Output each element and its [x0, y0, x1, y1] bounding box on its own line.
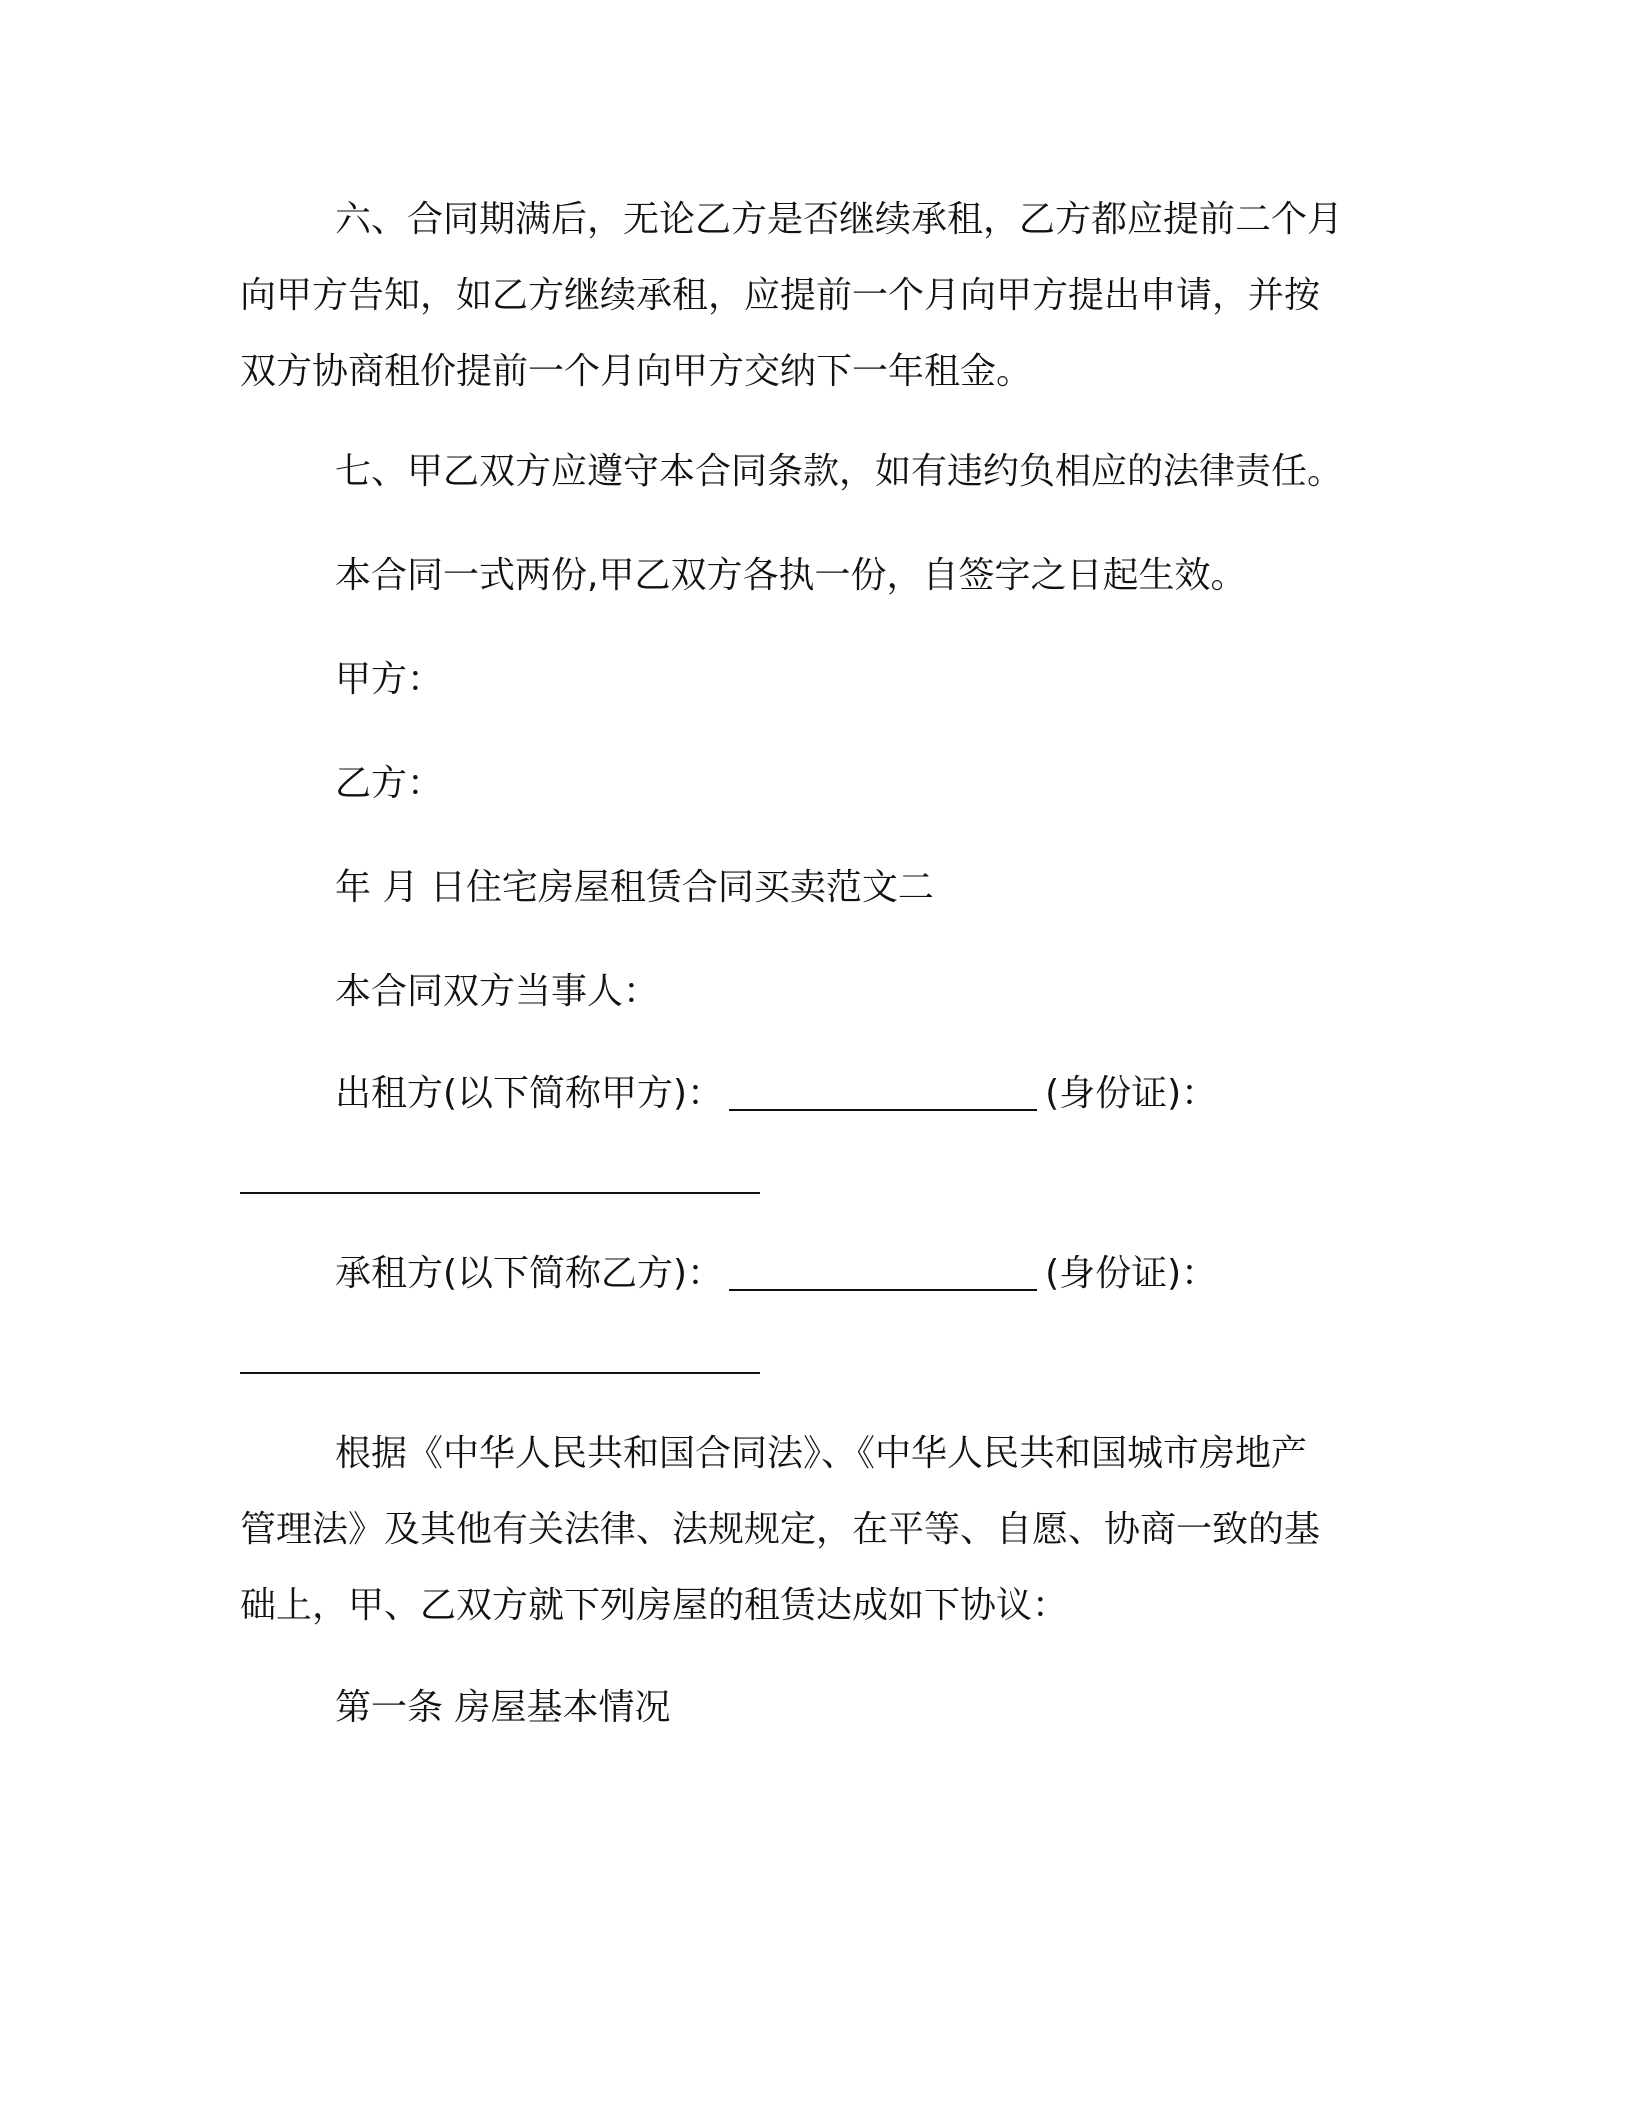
lessor-name-blank [729, 1069, 1037, 1111]
lessee-label: 承租方(以下简称乙方)： [335, 1253, 724, 1294]
parties-intro: 本合同双方当事人： [335, 971, 660, 1012]
party-b-signature-label: 乙方： [335, 763, 444, 804]
lessor-label: 出租方(以下简称甲方)： [335, 1073, 724, 1114]
copies-clause: 本合同一式两份,甲乙双方各执一份，自签字之日起生效。 [335, 555, 1247, 596]
lessee-id-label: (身份证)： [1045, 1253, 1218, 1294]
basis-line-2: 管理法》及其他有关法律、法规规定，在平等、自愿、协商一致的基 [240, 1509, 1321, 1550]
article-1-heading: 第一条 房屋基本情况 [335, 1687, 671, 1728]
party-a-signature-label: 甲方： [335, 659, 444, 700]
lessee-line [335, 1248, 1495, 1300]
clause-7: 七、甲乙双方应遵守本合同条款，如有违约负相应的法律责任。 [335, 451, 1344, 492]
lessor-line [335, 1068, 1495, 1120]
date-and-section-title: 年 月 日住宅房屋租赁合同买卖范文二 [335, 867, 934, 908]
lessor-id-blank [240, 1192, 760, 1194]
basis-line-1: 根据《中华人民共和国合同法》、《中华人民共和国城市房地产 [335, 1433, 1308, 1474]
clause-6-line-2: 向甲方告知，如乙方继续承租，应提前一个月向甲方提出申请，并按 [240, 275, 1321, 316]
lessee-name-blank [729, 1249, 1037, 1291]
lessee-id-blank [240, 1372, 760, 1374]
basis-line-3: 础上，甲、乙双方就下列房屋的租赁达成如下协议： [240, 1585, 1069, 1626]
lessor-id-label: (身份证)： [1045, 1073, 1218, 1114]
clause-6-line-1: 六、合同期满后，无论乙方是否继续承租，乙方都应提前二个月 [335, 199, 1344, 240]
clause-6-line-3: 双方协商租价提前一个月向甲方交纳下一年租金。 [240, 351, 1033, 392]
